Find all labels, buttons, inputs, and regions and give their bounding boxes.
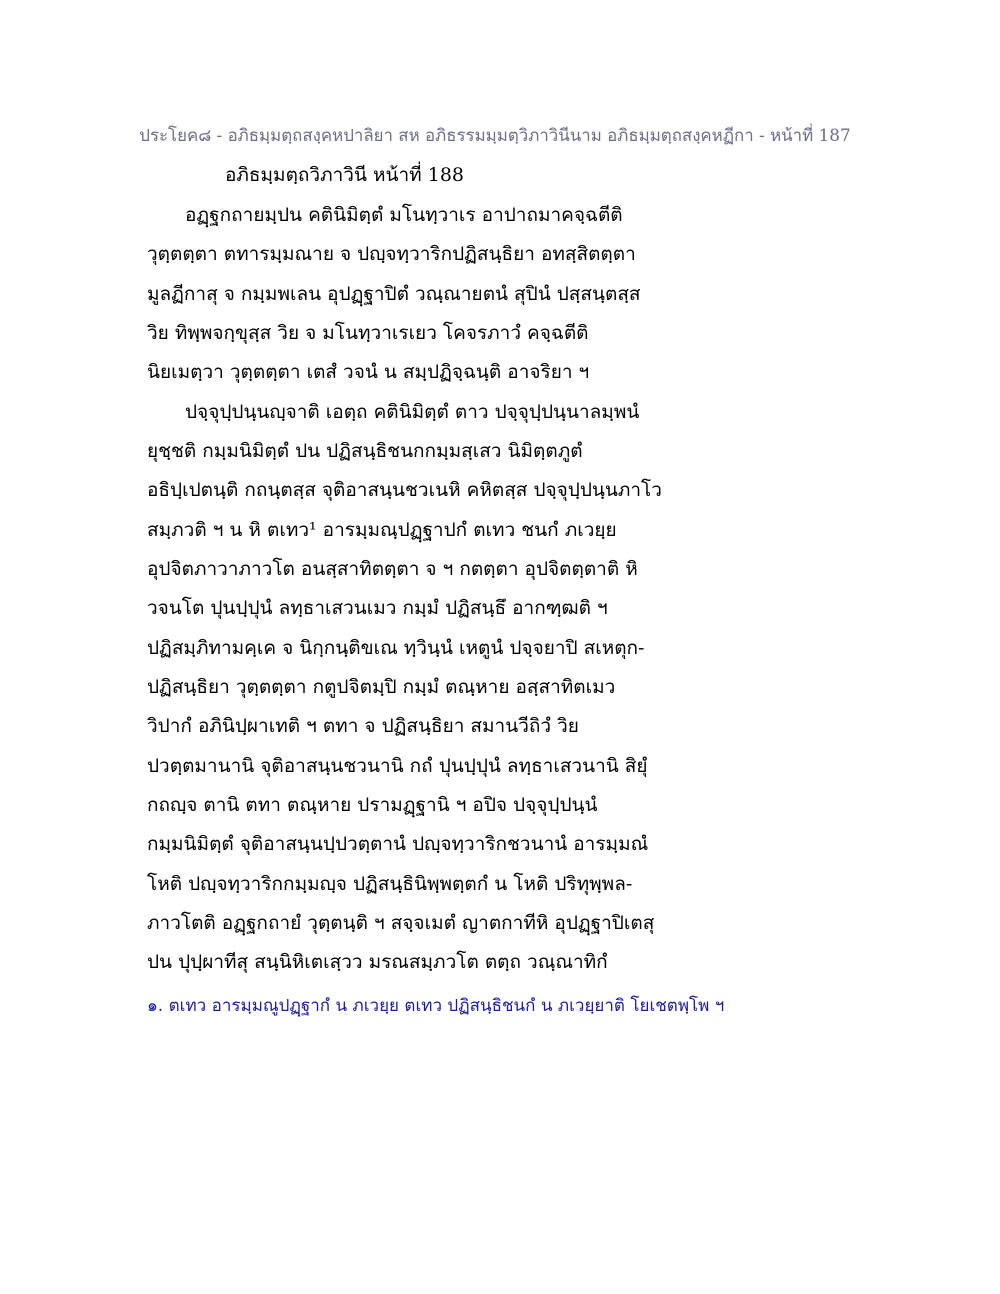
text-line: ปน ปุปฺผาทีสุ สนฺนิหิเตเสฺวว มรณสมฺภวโต ตตฺถ วณฺณาทิกํ <box>147 951 608 973</box>
text-line: อุปจิตภาวาภาวโต อนสฺสาทิตตฺตา จ ฯ กตตฺตา อุปจิตตฺตาติ หิ <box>147 558 638 580</box>
text-line: วจนโต ปุนปฺปุนํ ลทฺธาเสวนเมว กมฺมํ ปฏิสนฺธึ อากฑฺฒติ ฯ <box>147 597 608 619</box>
text-line: ภาวโตติ อฏฺฐกถายํ วุตฺตนฺติ ฯ สจฺจเมตํ ญาตกาทีหิ อุปฏฺฐาปิเตสุ <box>147 912 655 934</box>
text-line: ยุชฺชติ กมฺมนิมิตฺตํ ปน ปฏิสนฺธิชนกกมฺมสฺเสว นิมิตฺตภูตํ <box>147 440 583 462</box>
text-line: อธิปฺเปตนฺติ กถนฺตสฺส จุติอาสนฺนชวเนหิ คหิตสฺส ปจฺจุปฺปนฺนภาโว <box>147 479 662 501</box>
text-line: โหติ ปญฺจทฺวาริกกมฺมญฺจ ปฏิสนฺธินิพฺพตฺตกํ น โหติ ปริทุพฺพล- <box>147 873 633 895</box>
text-line: ปวตฺตมานานิ จุติอาสนฺนชวนานิ กถํ ปุนปฺปุนํ ลทฺธาเสวนานิ สิยุํ <box>147 755 648 777</box>
text-line: นิยเมตฺวา วุตฺตตฺตา เตสํ วจนํ น สมฺปฏิจฺฉนฺติ อาจริยา ฯ <box>147 361 590 383</box>
page-header: ประโยค๘ - อภิธมฺมตฺถสงฺคหปาลิยา สห อภิธรรมมฺมตฺวิภาวินีนาม อภิธมฺมตฺถสงฺคหฏีกา - หน้าที่ 187 <box>139 126 851 146</box>
text-line: ปฏิสมฺภิทามคฺเค จ นิกฺกนฺติขเณ ทฺวินฺนํ เหตูนํ ปจฺจยาปิ สเหตุก- <box>147 637 645 659</box>
text-line: วุตฺตตฺตา ตทารมฺมณาย จ ปญฺจทฺวาริกปฏิสนฺธิยา อทสฺสิตตฺตา <box>147 243 636 265</box>
text-line: กมฺมนิมิตฺตํ จุติอาสนฺนปฺปวตฺตานํ ปญฺจทฺวาริกชวนานํ อารมฺมณํ <box>147 833 649 855</box>
text-line: มูลฏีกาสุ จ กมฺมพเลน อุปฏฺฐาปิตํ วณฺณายตนํ สุปินํ ปสฺสนฺตสฺส <box>147 283 641 305</box>
text-line: สมฺภวติ ฯ น หิ ตเทว¹ อารมฺมณฺปฏฺฐาปกํ ตเทว ชนกํ ภเวยฺย <box>147 519 617 541</box>
text-line: ปจฺจุปฺปนฺนญฺจาติ เอตฺถ คตินิมิตฺตํ ตาว ปจฺจุปฺปนฺนาลมฺพนํ <box>185 401 640 423</box>
text-line: ปฏิสนฺธิยา วุตฺตตฺตา กตูปจิตมฺปิ กมฺมํ ตณฺหาย อสฺสาทิตเมว <box>147 676 616 698</box>
text-line: วิปากํ อภินิปฺผาเทติ ฯ ตทา จ ปฏิสนฺธิยา สมานวีถิวํ วิย <box>147 715 579 737</box>
text-line: อฏฺฐกถายมฺปน คตินิมิตฺตํ มโนทฺวาเร อาปาถมาคจฺฉตีติ <box>185 204 623 226</box>
text-line: วิย ทิพฺพจกฺขุสฺส วิย จ มโนทฺวาเรเยว โคจรภาวํ คจฺฉตีติ <box>147 322 589 344</box>
footnote: ๑. ตเทว อารมฺมณูปฏฺฐากํ น ภเวยฺย ตเทว ปฏิสนฺธิชนกํ น ภเวยฺยาติ โยเชตพฺโพ ฯ <box>147 996 725 1016</box>
page-subheader: อภิธมฺมตฺถวิภาวินี หน้าที่ 188 <box>225 164 464 186</box>
text-line: กถญฺจ ตานิ ตทา ตณฺหาย ปรามฏฺฐานิ ฯ อปิจ ปจฺจุปฺปนฺนํ <box>147 794 598 816</box>
